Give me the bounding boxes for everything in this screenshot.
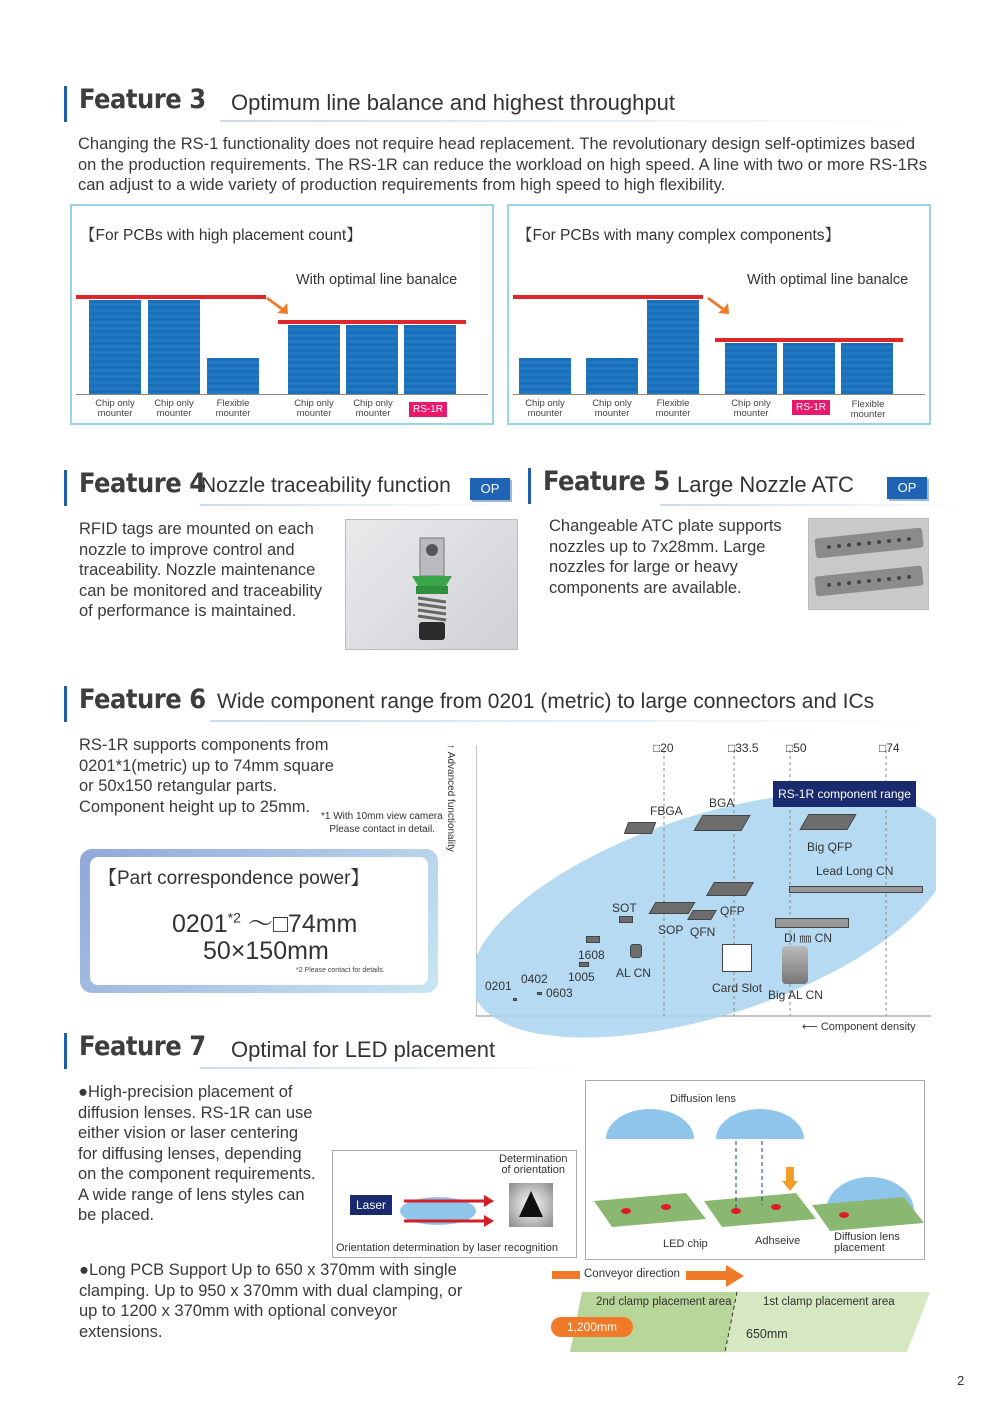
- clamp1-label: 1st clamp placement area: [763, 1296, 895, 1308]
- chart-right-title: 【For PCBs with many complex components】: [517, 227, 841, 244]
- feature4-header: [64, 468, 451, 506]
- tick-label: □20: [653, 741, 674, 755]
- big-alcn-part: [782, 946, 808, 984]
- page-number: 2: [957, 1373, 965, 1388]
- label-0201: 0201: [485, 979, 512, 993]
- chart-high-placement: [70, 204, 494, 425]
- feature7-title: Optimal for LED placement: [231, 1037, 496, 1062]
- divider: [200, 1067, 580, 1069]
- chip-sot: [619, 916, 633, 923]
- label-sot: SOT: [612, 901, 637, 915]
- feature3-body: Changing the RS-1 functionality does not require head replacement. The revolutionary design self-optimizes based on the production requirements. The RS-1R can reduce the workload on high speed. A line with two or more RS-1Rs can adjust to a wide variety of production requirements from high speed to high flexibility.: [78, 135, 927, 194]
- divider: [220, 120, 920, 122]
- feature4-body: RFID tags are mounted on each nozzle to improve control and traceability. Nozzle maintenance can be monitored and traceability of performance is maintained.: [79, 520, 323, 620]
- feature6-body: RS-1R supports components from 0201*1(metric) up to 74mm square or 50x150 retangular parts. Component height up to 25mm.: [79, 736, 334, 816]
- bar: [519, 358, 571, 395]
- chip-bga: [693, 815, 750, 831]
- length-650-label: 650mm: [746, 1327, 788, 1341]
- bar: [841, 343, 893, 395]
- feature7-body1: ●High-precision placement of diffusion lenses. RS-1R can use either vision or laser centering for diffusing lenses, depending on the component requirements. A wide range of lens styles can be placed.: [78, 1083, 316, 1224]
- chart-left-optimal: With optimal line banalce: [296, 272, 458, 288]
- baseline: [76, 394, 488, 395]
- bar: [404, 325, 456, 395]
- feature5-title: Large Nozzle ATC: [677, 472, 854, 497]
- clamp2-label: 2nd clamp placement area: [596, 1296, 732, 1308]
- bar: [725, 343, 777, 395]
- bar-label: Flexible mounter: [215, 398, 251, 419]
- divider: [660, 504, 970, 506]
- feature5-body: Changeable ATC plate supports nozzles up to 7x28mm. Large nozzles for large or heavy components are available.: [549, 517, 782, 597]
- chip-0201: [513, 998, 517, 1001]
- conveyor-arrow-small: [552, 1271, 580, 1279]
- feature7-number: Feature 7: [79, 1031, 206, 1062]
- chip-bigqfp: [799, 814, 856, 830]
- bar-label: Chip only mounter: [525, 398, 565, 419]
- arrow-down-icon: [266, 294, 292, 316]
- cap-alcn: [630, 944, 642, 958]
- nozzle-image: [346, 520, 517, 649]
- op-badge: OP: [470, 478, 510, 500]
- feature6-number: Feature 6: [79, 684, 206, 715]
- tick-label: □74: [879, 741, 900, 755]
- rs1r-badge: RS-1R: [409, 402, 447, 417]
- label-1005: 1005: [568, 970, 595, 984]
- feature4-number: Feature 4: [79, 468, 206, 499]
- feature6-header: [64, 684, 875, 722]
- part-power-box: [80, 849, 438, 993]
- rs1r-badge: RS-1R: [792, 400, 830, 415]
- power-note: *2 Please contact for details.: [296, 967, 385, 974]
- label-0402: 0402: [521, 972, 548, 986]
- tick-label: □50: [786, 741, 807, 755]
- chip-0603: [537, 992, 542, 995]
- footnote-1: *1 With 10mm view camera Please contact in detail.: [321, 811, 443, 835]
- chart-right-optimal: With optimal line banalce: [747, 272, 909, 288]
- label-1608: 1608: [578, 948, 605, 962]
- label-diffusion: Diffusion lens: [670, 1093, 736, 1105]
- x-axis-label: ⟵ Component density: [802, 1021, 916, 1033]
- label-lens-placement: Diffusion lens placement: [834, 1231, 900, 1254]
- feature5-number: Feature 5: [543, 466, 670, 497]
- feature3-title: Optimum line balance and highest throughput: [231, 90, 675, 115]
- label-di: DI ㎜ CN: [784, 931, 833, 945]
- feature7-body2: ●Long PCB Support Up to 650 x 370mm with single clamping. Up to 950 x 370mm with dual clamping, or up to 1200 x 370mm with optional conveyor extensions.: [79, 1261, 463, 1341]
- divider: [210, 720, 930, 722]
- red-line: [76, 295, 266, 299]
- atc-image: [809, 519, 928, 609]
- label-alcn: AL CN: [616, 966, 651, 980]
- bar-label: Chip only mounter: [592, 398, 632, 419]
- bar: [288, 325, 340, 395]
- label-bigqfp: Big QFP: [807, 840, 853, 854]
- laser-recognition-box: [332, 1150, 577, 1258]
- label-determination: Determination of orientation: [499, 1153, 568, 1176]
- lens-placement-image: [586, 1101, 924, 1251]
- conveyor-arrow-icon: [686, 1265, 746, 1287]
- conveyor-label: Conveyor direction: [584, 1268, 680, 1280]
- label-card: Card Slot: [712, 981, 763, 995]
- chip-qfp: [706, 882, 754, 896]
- orientation-image: [509, 1183, 553, 1227]
- bar-label: Flexible mounter: [655, 398, 691, 419]
- component-range-diagram: [476, 740, 936, 1040]
- chip-1005: [579, 962, 589, 967]
- orient-caption: Orientation determination by laser recognition: [336, 1242, 558, 1254]
- bar: [783, 343, 835, 395]
- bar: [89, 300, 141, 395]
- length-1200-badge: 1,200mm: [551, 1317, 633, 1337]
- label-bga: BGA: [709, 796, 735, 810]
- red-line: [715, 338, 903, 342]
- range-label: RS-1R component range: [773, 781, 916, 807]
- chart-left-title: 【For PCBs with high placement count】: [80, 227, 362, 244]
- label-fbga: FBGA: [650, 804, 683, 818]
- bar-label: Flexible mounter: [850, 399, 886, 420]
- power-title: 【Part correspondence power】: [98, 868, 370, 889]
- nozzle-photo: [345, 519, 518, 650]
- chart-complex-components: [507, 204, 931, 425]
- bar-label: Chip only mounter: [353, 398, 393, 419]
- bar-label: Chip only mounter: [154, 398, 194, 419]
- feature6-title: Wide component range from 0201 (metric) to large connectors and ICs: [217, 690, 875, 713]
- label-ledchip: LED chip: [663, 1238, 708, 1250]
- label-bigal: Big AL CN: [768, 988, 823, 1002]
- connector-leadlong: [789, 886, 923, 893]
- chip-fbga: [624, 822, 656, 834]
- label-qfp: QFP: [720, 904, 745, 918]
- chip-sop: [649, 902, 696, 914]
- y-axis-label: ↑ Advanced functionality: [445, 744, 456, 852]
- arrow-down-icon: [707, 294, 733, 316]
- bar: [586, 358, 638, 395]
- chip-1608: [586, 936, 600, 943]
- bar: [647, 300, 699, 395]
- bar: [148, 300, 200, 395]
- op-badge: OP: [887, 477, 927, 499]
- label-qfn: QFN: [690, 925, 716, 939]
- tick-label: □33.5: [728, 741, 759, 755]
- bar-label: Chip only mounter: [294, 398, 334, 419]
- bar-label: Chip only mounter: [731, 398, 771, 419]
- bar: [346, 325, 398, 395]
- power-line1: 0201$^{*2}$ ～□74mm: [172, 909, 358, 938]
- label-0603: 0603: [546, 986, 573, 1000]
- diffusion-lens-box: [585, 1080, 925, 1260]
- feature3-number: Feature 3: [79, 84, 206, 115]
- divider: [200, 504, 510, 506]
- power-line2: 50×150mm: [203, 937, 329, 965]
- label-leadlong: Lead Long CN: [816, 864, 894, 878]
- baseline: [513, 394, 925, 395]
- label-sop: SOP: [658, 923, 684, 937]
- bar: [207, 358, 259, 395]
- card-slot-part: [722, 944, 752, 972]
- red-line: [278, 320, 466, 324]
- laser-label: Laser: [350, 1195, 392, 1215]
- feature3-header: [64, 84, 675, 122]
- feature7-header: [64, 1031, 496, 1069]
- laser-beam-icon: [396, 1189, 496, 1229]
- feature4-title: Nozzle traceability function: [201, 474, 451, 497]
- atc-plate-photo: [808, 518, 929, 610]
- feature5-header: [528, 466, 854, 504]
- label-adhesive: Adhseive: [755, 1235, 801, 1247]
- connector-di: [775, 918, 849, 928]
- red-line: [513, 295, 703, 299]
- bar-label: Chip only mounter: [95, 398, 135, 419]
